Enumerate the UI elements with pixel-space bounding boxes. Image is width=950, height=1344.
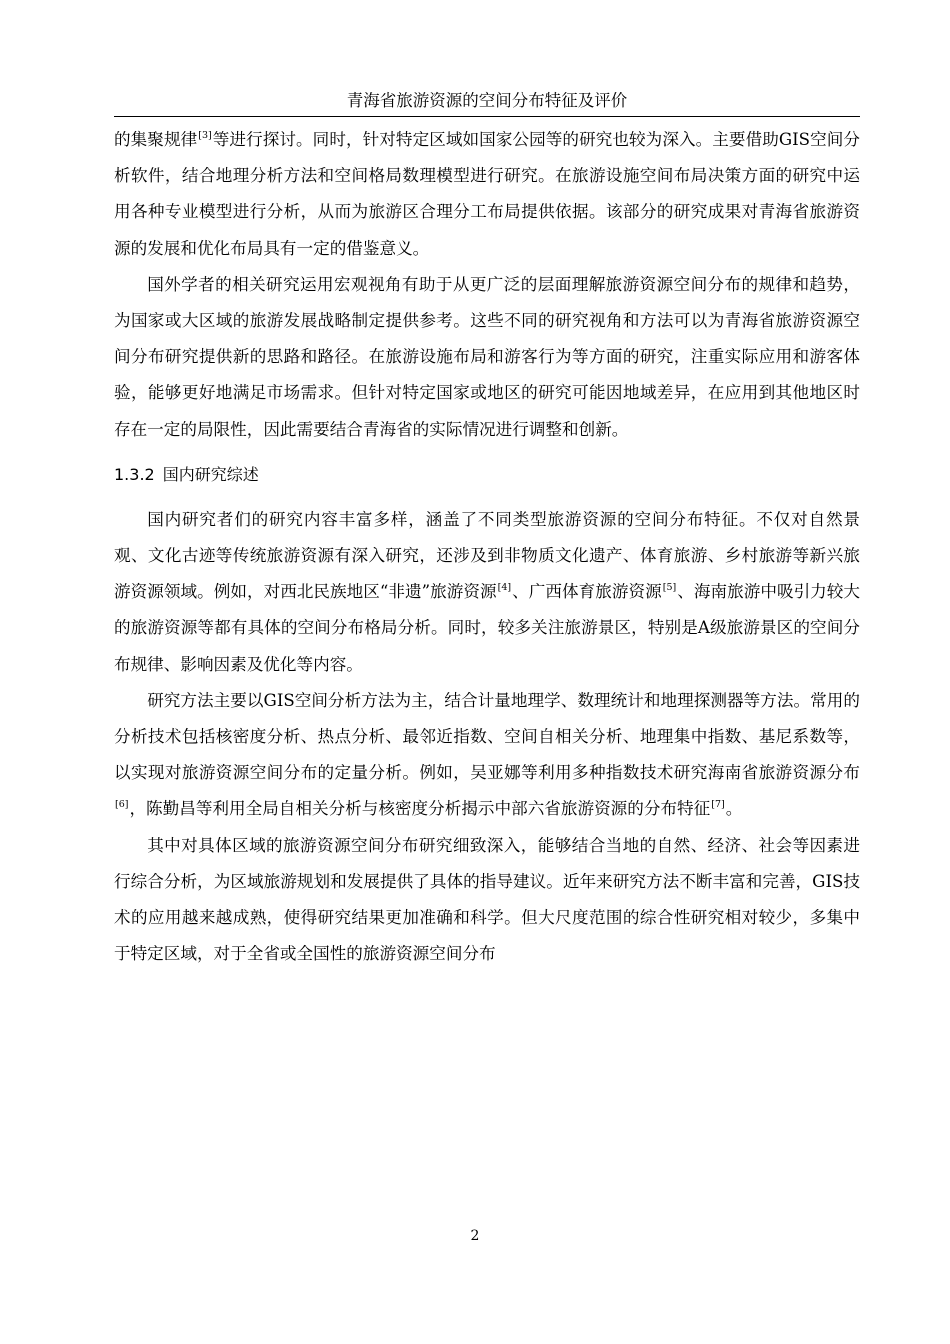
section-number: 1.3.2 xyxy=(114,464,155,484)
paragraph-3-text-a: 国内研究者们的研究内容丰富多样，涵盖了不同类型旅游资源的空间分布特征。不仅对自然景观、文化古迹等传统旅游资源有深入研究，还涉及到非物质文化遗产、体育旅游、乡村旅游等新兴旅游资源领域。例如，对西北民族地区“非遗”旅游资源 xyxy=(114,509,860,602)
running-header: 青海省旅游资源的空间分布特征及评价 xyxy=(114,88,860,117)
paragraph-2: 国外学者的相关研究运用宏观视角有助于从更广泛的层面理解旅游资源空间分布的规律和趋势，为国家或大区域的旅游发展战略制定提供参考。这些不同的研究视角和方法可以为青海省旅游资源空间分布研究提供新的思路和路径。在旅游设施布局和游客行为等方面的研究，注重实际应用和游客体验，能够更好地满足市场需求。但针对特定国家或地区的研究可能因地域差异，在应用到其他地区时存在一定的局限性，因此需要结合青海省的实际情况进行调整和创新。 xyxy=(114,274,860,439)
citation-4: [4] xyxy=(497,582,512,594)
paragraph-3 xyxy=(114,502,860,683)
page-number: 2 xyxy=(470,1228,480,1244)
paragraph-4-text-b: ，陈勤昌等利用全局自相关分析与核密度分析揭示中部六省旅游资源的分布特征 xyxy=(129,799,711,819)
citation-7: [7] xyxy=(711,799,725,811)
paragraph-4-text-c: 。 xyxy=(725,799,743,819)
citation-3: [3] xyxy=(198,129,212,141)
paragraph-3-text-c: 、海南旅游中吸引力较大的旅游资源等都有具体的空间分布格局分析。同时，较多关注旅游景区，特别是A级旅游景区的空间分布规律、影响因素及优化等内容。 xyxy=(114,582,861,674)
paragraph-1-text-a: 的集聚规律 xyxy=(114,130,198,149)
paragraph-1 xyxy=(114,122,860,267)
citation-6: [6] xyxy=(115,799,129,811)
citation-5: [5] xyxy=(662,582,677,594)
paragraph-1-text-b: 等进行探讨。同时，针对特定区域如国家公园等的研究也较为深入。主要借助GIS空间分析软件，结合地理分析方法和空间格局数理模型进行研究。在旅游设施空间布局决策方面的研究中运用各种专业模型进行分析，从而为旅游区合理分工布局提供依据。该部分的研究成果对青海省旅游资源的发展和优化布局具有一定的借鉴意义。 xyxy=(114,130,860,258)
paragraph-5: 其中对具体区域的旅游资源空间分布研究细致深入，能够结合当地的自然、经济、社会等因素进行综合分析，为区域旅游规划和发展提供了具体的指导建议。近年来研究方法不断丰富和完善，GIS技术的应用越来越成熟，使得研究结果更加准确和科学。但大尺度范围的综合性研究相对较少，多集中于特定区域，对于全省或全国性的旅游资源空间分布 xyxy=(114,835,860,964)
body-text xyxy=(114,122,860,972)
section-title: 国内研究综述 xyxy=(162,464,259,484)
paragraph-4-text-a: 研究方法主要以GIS空间分析方法为主，结合计量地理学、数理统计和地理探测器等方法。常用的分析技术包括核密度分析、热点分析、最邻近指数、空间自相关分析、地理集中指数、基尼系数等，以实现对旅游资源空间分布的定量分析。例如，吴亚娜等利用多种指数技术研究海南省旅游资源分布 xyxy=(114,690,860,783)
paragraph-4 xyxy=(114,683,860,828)
paragraph-3-text-b: 、广西体育旅游资源 xyxy=(512,582,662,602)
section-heading xyxy=(114,462,860,488)
